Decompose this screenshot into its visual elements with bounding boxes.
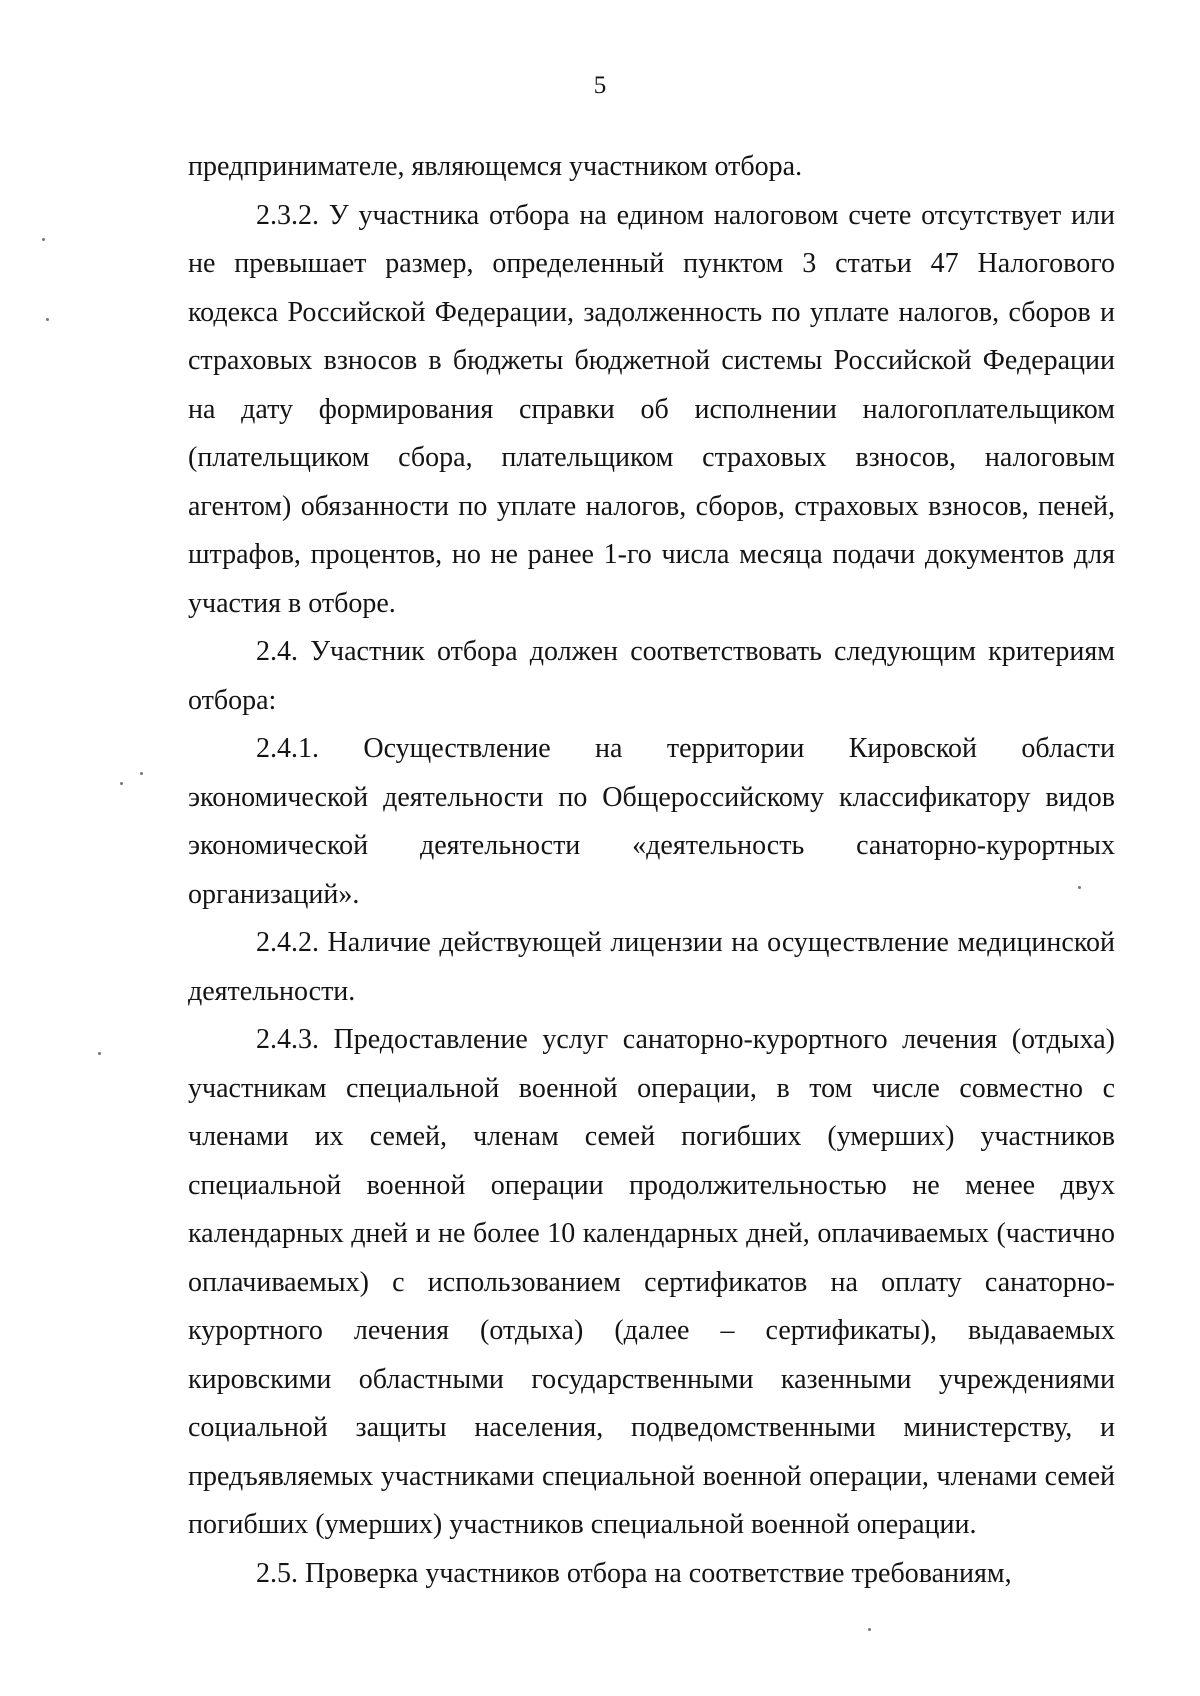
paragraph-2-4-3: 2.4.3. Предоставление услуг санаторно-курортного лечения (отдыха) участникам специальной военной операции, в том числе совместно с членами их семей, членам семей погибших (умерших) участников специальной военной операции продолжительностью не менее двух календарных дней и не более 10 календарных дней, оплачиваемых (частично оплачиваемых) с использованием сертификатов на оплату санаторно-курортного лечения (отдыха) (далее – сертификаты), выдаваемых кировскими областными государственными казенными учреждениями социальной защиты населения, подведомственными министерству, и предъявляемых участниками специальной военной операции, членами семей погибших (умерших) участников специальной военной операции. — [188, 1024, 1115, 1540]
paragraph-continuation: предпринимателе, являющемся участником отбора. — [188, 151, 803, 182]
scan-speck — [1078, 886, 1081, 889]
page-number: 5 — [593, 72, 607, 99]
scan-speck — [120, 782, 123, 785]
scan-speck — [46, 318, 49, 321]
scan-speck — [868, 1628, 871, 1631]
paragraph-2-5: 2.5. Проверка участников отбора на соответствие требованиям, — [256, 1557, 1012, 1589]
paragraph-2-4: 2.4. Участник отбора должен соответствовать следующим критериям отбора: — [188, 636, 1115, 716]
scan-speck — [42, 238, 45, 241]
paragraph-2-4-2: 2.4.2. Наличие действующей лицензии на осуществление медицинской деятельности. — [188, 927, 1115, 1007]
paragraph-2-4-1: 2.4.1. Осуществление на территории Кировской области экономической деятельности по Общероссийскому классификатору видов экономической деятельности «деятельность санаторно-курортных организаций». — [188, 733, 1115, 910]
scan-speck — [140, 772, 143, 775]
paragraph-2-3-2: 2.3.2. У участника отбора на едином налоговом счете отсутствует или не превышает размер, определенный пунктом 3 статьи 47 Налогового кодекса Российской Федерации, задолженность по уплате налогов, сборов и страховых взносов в бюджеты бюджетной системы Российской Федерации на дату формирования справки об исполнении налогоплательщиком (плательщиком сбора, плательщиком страховых взносов, налоговым агентом) обязанности по уплате налогов, сборов, страховых взносов, пеней, штрафов, процентов, но не ранее 1-го числа месяца подачи документов для участия в отборе. — [188, 199, 1115, 619]
document-body — [188, 143, 1115, 1598]
scan-speck — [98, 1052, 101, 1055]
